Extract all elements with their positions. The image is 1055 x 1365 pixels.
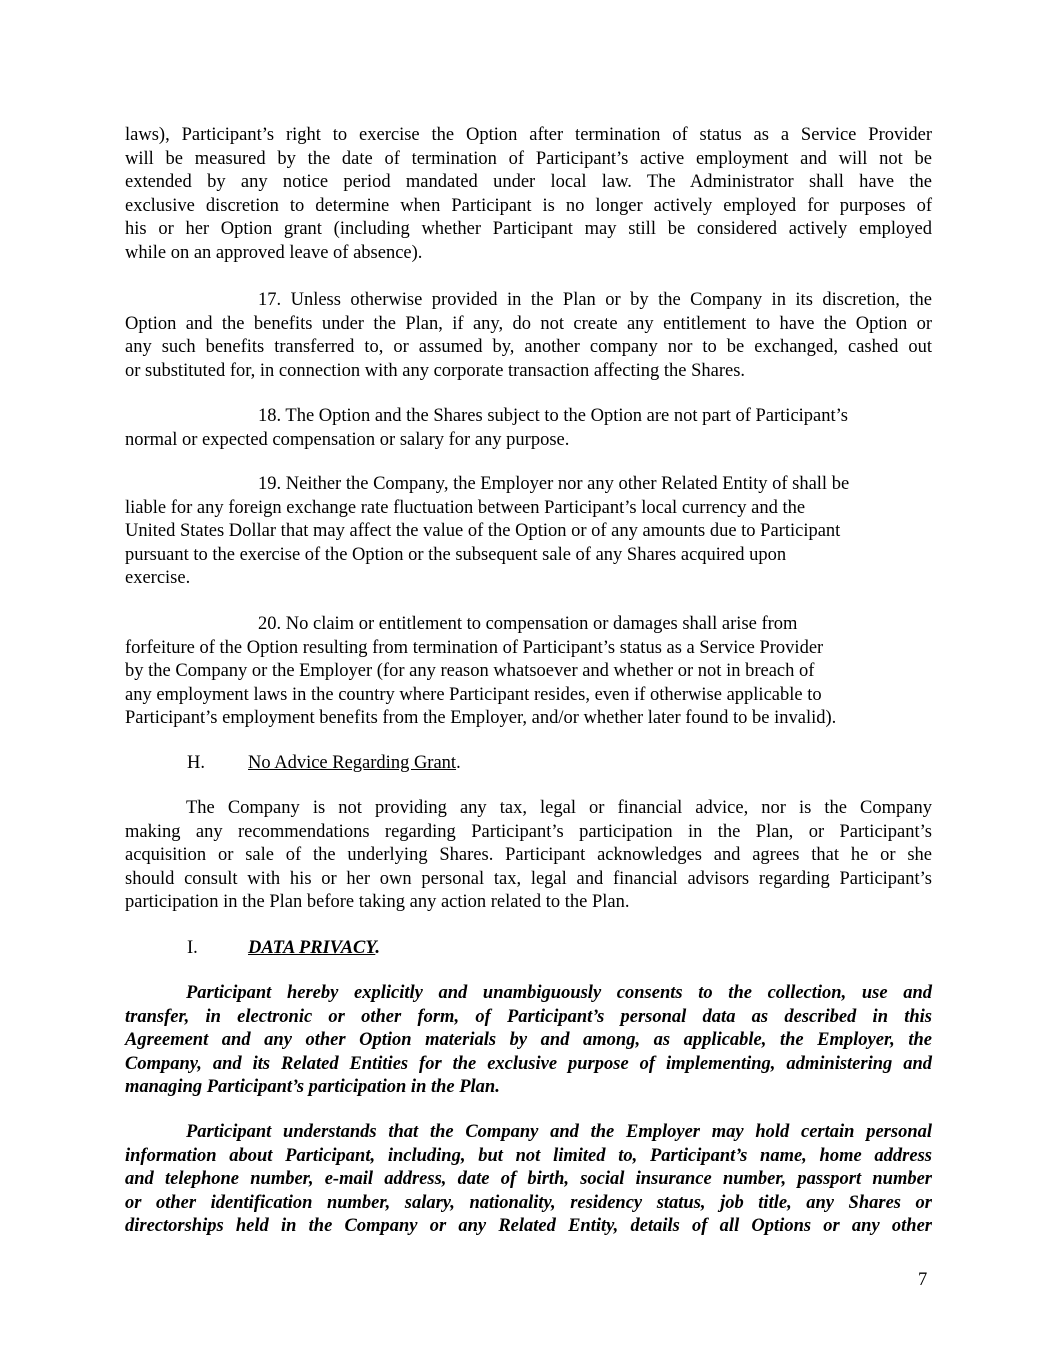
continuation-line: while on an approved leave of absence). (125, 242, 423, 263)
continuation-line: will be measured by the date of termination of Participant’s active employment and will not be (125, 148, 932, 169)
consent-line: Company, and its Related Entities for the exclusive purpose of implementing, administering and (125, 1053, 932, 1074)
item-19-line: pursuant to the exercise of the Option or the subsequent sale of any Shares acquired upon (125, 544, 787, 565)
section-i-letter: I. (187, 938, 198, 958)
item-17-line: Option and the benefits under the Plan, if any, do not create any entitlement to have the Option or (125, 313, 932, 334)
page-number: 7 (918, 1270, 928, 1290)
item-19-line: exercise. (125, 568, 191, 589)
consent-line: Participant hereby explicitly and unambiguously consents to the collection, use and (186, 983, 932, 1003)
continuation-line: extended by any notice period mandated under local law. The Administrator shall have the (125, 172, 932, 193)
section-h-paragraph (125, 797, 932, 915)
item-19-paragraph (125, 473, 932, 591)
item-18-paragraph (125, 405, 932, 452)
section-h-line: The Company is not providing any tax, legal or financial advice, nor is the Company (186, 798, 932, 818)
continuation-line: his or her Option grant (including whether Participant may still be considered actively employed (125, 219, 932, 240)
information-line: or other identification number, salary, nationality, residency status, job title, any Shares or (125, 1192, 932, 1213)
item-19-line: liable for any foreign exchange rate fluctuation between Participant’s local currency and the (125, 497, 806, 518)
section-i-title: DATA PRIVACY (248, 938, 376, 958)
consent-line: managing Participant’s participation in the Plan. (125, 1077, 500, 1098)
item-19-line: United States Dollar that may affect the value of the Option or of any amounts due to Participant (125, 521, 841, 542)
item-20-line: forfeiture of the Option resulting from termination of Participant’s status as a Service Provider (125, 637, 824, 658)
continuation-line: exclusive discretion to determine when Participant is no longer actively employed for purposes of (125, 195, 932, 216)
consent-line: transfer, in electronic or other form, of Participant’s personal data as described in this (125, 1006, 932, 1027)
item-17-line: any such benefits transferred to, or assumed by, another company nor to be exchanged, cashed out (125, 337, 932, 358)
item-20-line: 20. No claim or entitlement to compensation or damages shall arise from (258, 614, 798, 634)
item-20-paragraph (125, 613, 932, 731)
section-h-heading (187, 752, 461, 776)
item-19-line: 19. Neither the Company, the Employer nor any other Related Entity of shall be (258, 474, 850, 494)
section-h-period: . (456, 753, 461, 773)
data-privacy-information-paragraph (125, 1121, 932, 1239)
section-h-title: No Advice Regarding Grant (248, 753, 457, 773)
section-h-line: making any recommendations regarding Participant’s participation in the Plan, or Participant’s (125, 821, 932, 842)
section-h-letter: H. (187, 753, 205, 773)
section-i-period: . (375, 938, 380, 958)
item-18-line: 18. The Option and the Shares subject to the Option are not part of Participant’s (258, 406, 848, 426)
consent-line: Agreement and any other Option materials by and among, as applicable, the Employer, the (125, 1030, 932, 1051)
continuation-paragraph (125, 124, 932, 266)
information-line: and telephone number, e-mail address, date of birth, social insurance number, passport number (125, 1169, 932, 1190)
information-line: information about Participant, including, but not limited to, Participant’s name, home address (125, 1145, 932, 1166)
item-17-line: or substituted for, in connection with any corporate transaction affecting the Shares. (125, 360, 746, 381)
item-17-paragraph (125, 289, 932, 383)
section-i-heading (187, 937, 380, 961)
information-line: Participant understands that the Company and the Employer may hold certain personal (186, 1122, 932, 1142)
item-20-line: Participant’s employment benefits from the Employer, and/or whether later found to be invalid). (125, 708, 837, 729)
continuation-line: laws), Participant’s right to exercise the Option after termination of status as a Service Provider (125, 125, 932, 145)
item-18-line: normal or expected compensation or salary for any purpose. (125, 429, 570, 450)
item-17-line: 17. Unless otherwise provided in the Plan or by the Company in its discretion, the (258, 290, 932, 310)
section-h-line: participation in the Plan before taking any action related to the Plan. (125, 892, 630, 913)
information-line: directorships held in the Company or any Related Entity, details of all Options or any other (125, 1216, 932, 1237)
section-h-line: should consult with his or her own personal tax, legal and financial advisors regarding Participant’s (125, 868, 932, 889)
item-20-line: any employment laws in the country where Participant resides, even if otherwise applicable to (125, 684, 822, 705)
item-20-line: by the Company or the Employer (for any reason whatsoever and whether or not in breach of (125, 661, 815, 682)
data-privacy-consent-paragraph (125, 982, 932, 1100)
section-h-line: acquisition or sale of the underlying Shares. Participant acknowledges and agrees that he or she (125, 845, 932, 866)
